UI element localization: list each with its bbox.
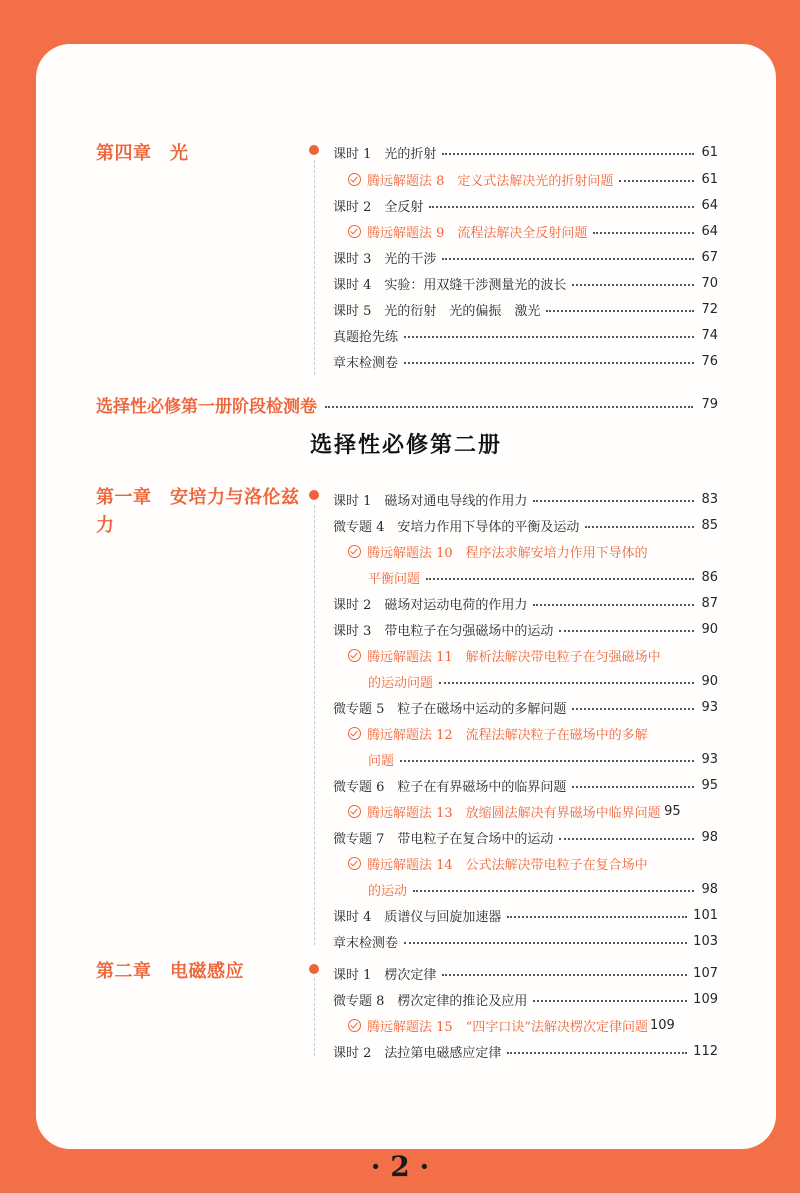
page-ref: 74 (701, 327, 718, 343)
toc-entry[interactable]: 真题抢先练 74 (333, 327, 718, 345)
page-ref: 98 (701, 829, 718, 845)
page-ref: 61 (701, 144, 718, 160)
toc-entry[interactable]: 课时 3 带电粒子在匀强磁场中的运动 90 (333, 621, 718, 639)
page-ref: 93 (701, 699, 718, 715)
toc-method-entry[interactable]: 腾远解题法 15 “四字口诀”法解决楞次定律问题 109 (348, 1012, 718, 1038)
toc-entry[interactable]: 微专题 6 粒子在有界磁场中的临界问题 95 (333, 777, 718, 795)
check-circle-icon (348, 857, 361, 870)
toc-entry[interactable]: 章末检测卷 103 (333, 933, 718, 951)
page-ref: 98 (701, 881, 718, 897)
toc-entry[interactable]: 微专题 8 楞次定律的推论及应用 109 (333, 991, 718, 1009)
check-circle-icon (348, 1019, 361, 1032)
chapter-divider (314, 978, 315, 1056)
toc-entry[interactable]: 课时 1 楞次定律 107 (333, 965, 718, 983)
page-number: · 2 · (370, 1150, 430, 1183)
toc-entry[interactable]: 课时 5 光的衍射 光的偏振 激光 72 (333, 301, 718, 319)
toc-entry[interactable]: 课时 1 光的折射 61 (333, 144, 718, 162)
chapter-bullet (309, 145, 319, 155)
toc-method-entry[interactable]: 腾远解题法 14 公式法解决带电粒子在复合场中 (348, 850, 718, 876)
toc-entry[interactable]: 课时 2 磁场对运动电荷的作用力 87 (333, 595, 718, 613)
page-ref: 112 (693, 1043, 718, 1059)
page-ref: 109 (649, 1017, 675, 1033)
page-ref: 90 (701, 621, 718, 637)
page-ref: 95 (701, 777, 718, 793)
toc-entry[interactable]: 课时 2 法拉第电磁感应定律 112 (333, 1043, 718, 1061)
check-circle-icon (348, 805, 361, 818)
toc-entry[interactable]: 微专题 4 安培力作用下导体的平衡及运动 85 (333, 517, 718, 535)
page-ref: 64 (701, 223, 718, 239)
page-ref: 103 (693, 933, 718, 949)
chapter-title: 第二章 电磁感应 (96, 961, 244, 982)
check-circle-icon (348, 545, 361, 558)
chapter-divider (314, 505, 315, 945)
chapter-divider (314, 160, 315, 375)
toc-method-entry-continued[interactable]: 平衡问题 86 (368, 569, 718, 587)
page-ref: 83 (701, 491, 718, 507)
page-ref: 64 (701, 197, 718, 213)
page-ref: 67 (701, 249, 718, 265)
page-ref: 70 (701, 275, 718, 291)
toc-method-entry[interactable]: 腾远解题法 9 流程法解决全反射问题 64 (348, 218, 718, 244)
book-section-title: 选择性必修第二册 (309, 433, 502, 458)
chapter-title: 第一章 安培力与洛伦兹力 (96, 487, 300, 536)
toc-entry[interactable]: 课时 2 全反射 64 (333, 197, 718, 215)
page-ref: 76 (701, 353, 718, 369)
toc-entry[interactable]: 微专题 7 带电粒子在复合场中的运动 98 (333, 829, 718, 847)
toc-entry[interactable]: 课时 3 光的干涉 67 (333, 249, 718, 267)
toc-method-entry[interactable]: 腾远解题法 12 流程法解决粒子在磁场中的多解 (348, 720, 718, 746)
toc-method-entry[interactable]: 腾远解题法 10 程序法求解安培力作用下导体的 (348, 538, 718, 564)
check-circle-icon (348, 225, 361, 238)
toc-entry[interactable]: 章末检测卷 76 (333, 353, 718, 371)
page-ref: 109 (693, 991, 718, 1007)
toc-entry[interactable]: 微专题 5 粒子在磁场中运动的多解问题 93 (333, 699, 718, 717)
page-ref: 86 (701, 569, 718, 585)
check-circle-icon (348, 649, 361, 662)
page-ref: 61 (701, 171, 718, 187)
chapter-title: 第四章 光 (96, 143, 189, 164)
stage-test-entry[interactable]: 选择性必修第一册阶段检测卷 79 (96, 396, 718, 417)
page-ref: 95 (664, 803, 681, 819)
toc-method-entry[interactable]: 腾远解题法 11 解析法解决带电粒子在匀强磁场中 (348, 642, 718, 668)
toc-method-entry[interactable]: 腾远解题法 8 定义式法解决光的折射问题 61 (348, 166, 718, 192)
toc-entry[interactable]: 课时 4 质谱仪与回旋加速器 101 (333, 907, 718, 925)
check-circle-icon (348, 173, 361, 186)
toc-method-entry-continued[interactable]: 的运动问题 90 (368, 673, 718, 691)
toc-entry[interactable]: 课时 4 实验：用双缝干涉测量光的波长 70 (333, 275, 718, 293)
toc-method-entry-continued[interactable]: 问题 93 (368, 751, 718, 769)
toc-method-entry-continued[interactable]: 的运动 98 (368, 881, 718, 899)
page-ref: 107 (693, 965, 718, 981)
page-ref: 79 (701, 396, 718, 412)
check-circle-icon (348, 727, 361, 740)
page-ref: 101 (693, 907, 718, 923)
chapter-bullet (309, 964, 319, 974)
page-ref: 90 (701, 673, 718, 689)
toc-entry[interactable]: 课时 1 磁场对通电导线的作用力 83 (333, 491, 718, 509)
page-ref: 93 (701, 751, 718, 767)
toc-method-entry[interactable]: 腾远解题法 13 放缩圆法解决有界磁场中临界问题 95 (348, 798, 718, 824)
page-ref: 87 (701, 595, 718, 611)
page-ref: 72 (701, 301, 718, 317)
page-ref: 85 (701, 517, 718, 533)
chapter-bullet (309, 490, 319, 500)
